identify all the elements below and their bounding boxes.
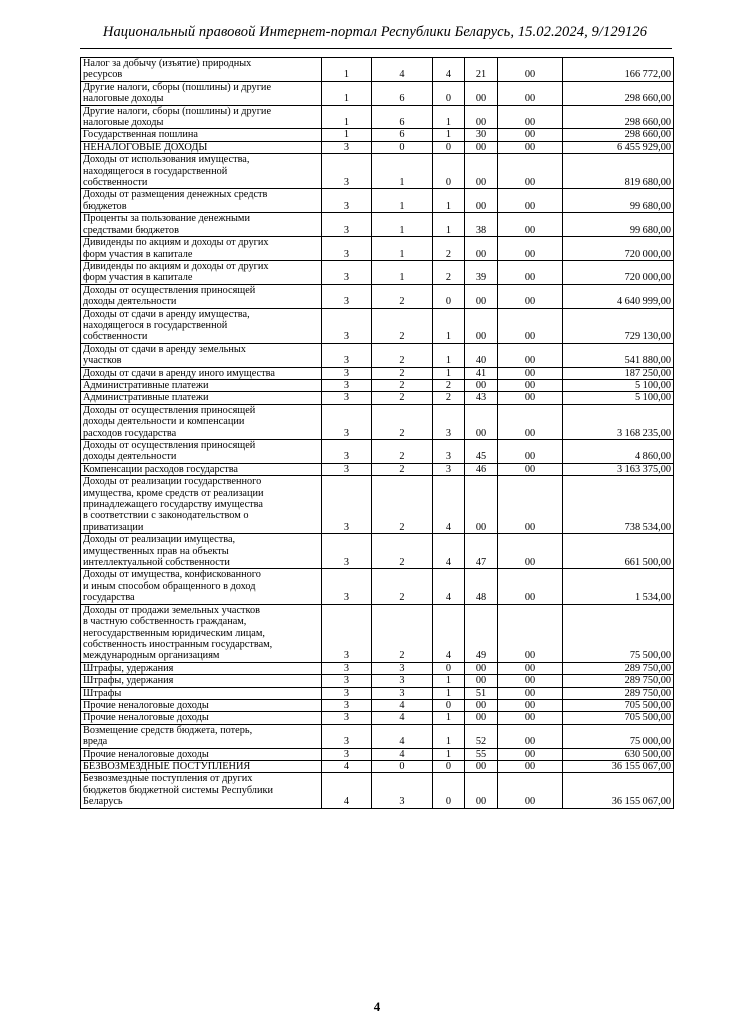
subsection-code-cell: 2: [372, 440, 433, 464]
revenue-name-cell: Доходы от размещения денежных средств бюджетов: [81, 189, 322, 213]
revenue-name-cell: Доходы от имущества, конфискованного и иным способом обращенного в доход государства: [81, 569, 322, 604]
revenue-name-cell: Дивиденды по акциям и доходы от других форм участия в капитале: [81, 260, 322, 284]
group-code-cell: 1: [433, 105, 465, 129]
table-row: [81, 773, 674, 808]
revenue-name-cell: Прочие неналоговые доходы: [81, 748, 322, 760]
subsection-code-cell: 2: [372, 367, 433, 379]
section-code-cell: 3: [322, 687, 372, 699]
amount-cell: 630 500,00: [563, 748, 674, 760]
group-code-cell: 1: [433, 724, 465, 748]
section-code-cell: 3: [322, 343, 372, 367]
amount-cell: 5 100,00: [563, 379, 674, 391]
subsection-code-cell: 2: [372, 343, 433, 367]
page-number: 4: [373, 999, 381, 1014]
group-code-cell: 4: [433, 58, 465, 82]
table-row: [81, 404, 674, 439]
subsection-code-cell: 3: [372, 662, 433, 674]
amount-cell: 1 534,00: [563, 569, 674, 604]
item-code-cell: 00: [498, 662, 563, 674]
revenue-name-cell: Доходы от реализации имущества, имущественных прав на объекты интеллектуальной собственности: [81, 534, 322, 569]
section-code-cell: 3: [322, 476, 372, 534]
item-code-cell: 00: [498, 440, 563, 464]
type-code-cell: 00: [465, 712, 498, 724]
revenue-name-cell: Доходы от сдачи в аренду земельных участков: [81, 343, 322, 367]
revenue-name-cell: Дивиденды по акциям и доходы от других форм участия в капитале: [81, 237, 322, 261]
item-code-cell: 00: [498, 699, 563, 711]
item-code-cell: 00: [498, 687, 563, 699]
section-code-cell: 4: [322, 773, 372, 808]
item-code-cell: 00: [498, 712, 563, 724]
table-row: [81, 569, 674, 604]
group-code-cell: 2: [433, 237, 465, 261]
type-code-cell: 00: [465, 189, 498, 213]
type-code-cell: 46: [465, 463, 498, 475]
subsection-code-cell: 6: [372, 129, 433, 141]
type-code-cell: 00: [465, 81, 498, 105]
amount-cell: 720 000,00: [563, 260, 674, 284]
group-code-cell: 0: [433, 760, 465, 772]
item-code-cell: 00: [498, 154, 563, 189]
section-code-cell: 3: [322, 440, 372, 464]
amount-cell: 289 750,00: [563, 662, 674, 674]
subsection-code-cell: 2: [372, 308, 433, 343]
type-code-cell: 40: [465, 343, 498, 367]
table-row: [81, 81, 674, 105]
subsection-code-cell: 1: [372, 213, 433, 237]
revenue-name-cell: Прочие неналоговые доходы: [81, 699, 322, 711]
item-code-cell: 00: [498, 604, 563, 662]
subsection-code-cell: 1: [372, 237, 433, 261]
subsection-code-cell: 0: [372, 760, 433, 772]
section-code-cell: 3: [322, 604, 372, 662]
group-code-cell: 1: [433, 675, 465, 687]
group-code-cell: 1: [433, 308, 465, 343]
table-row: [81, 308, 674, 343]
table-row: [81, 463, 674, 475]
group-code-cell: 0: [433, 141, 465, 153]
table-row: [81, 237, 674, 261]
amount-cell: 75 000,00: [563, 724, 674, 748]
type-code-cell: 48: [465, 569, 498, 604]
item-code-cell: 00: [498, 748, 563, 760]
item-code-cell: 00: [498, 141, 563, 153]
amount-cell: 298 660,00: [563, 105, 674, 129]
subsection-code-cell: 3: [372, 675, 433, 687]
group-code-cell: 1: [433, 189, 465, 213]
revenue-name-cell: НЕНАЛОГОВЫЕ ДОХОДЫ: [81, 141, 322, 153]
amount-cell: 4 860,00: [563, 440, 674, 464]
item-code-cell: 00: [498, 58, 563, 82]
subsection-code-cell: 3: [372, 773, 433, 808]
amount-cell: 729 130,00: [563, 308, 674, 343]
group-code-cell: 3: [433, 404, 465, 439]
amount-cell: 738 534,00: [563, 476, 674, 534]
item-code-cell: 00: [498, 284, 563, 308]
table-row: [81, 476, 674, 534]
item-code-cell: 00: [498, 675, 563, 687]
section-code-cell: 3: [322, 675, 372, 687]
item-code-cell: 00: [498, 404, 563, 439]
amount-cell: 720 000,00: [563, 237, 674, 261]
item-code-cell: 00: [498, 105, 563, 129]
section-code-cell: 3: [322, 379, 372, 391]
page-header-title: Национальный правовой Интернет-портал Республики Беларусь, 15.02.2024, 9/129126: [102, 24, 648, 40]
table-body: [81, 58, 674, 809]
type-code-cell: 00: [465, 699, 498, 711]
subsection-code-cell: 2: [372, 569, 433, 604]
amount-cell: 4 640 999,00: [563, 284, 674, 308]
section-code-cell: 3: [322, 569, 372, 604]
group-code-cell: 1: [433, 213, 465, 237]
item-code-cell: 00: [498, 343, 563, 367]
subsection-code-cell: 2: [372, 404, 433, 439]
subsection-code-cell: 2: [372, 392, 433, 404]
revenue-name-cell: Компенсации расходов государства: [81, 463, 322, 475]
amount-cell: 705 500,00: [563, 699, 674, 711]
amount-cell: 705 500,00: [563, 712, 674, 724]
amount-cell: 3 163 375,00: [563, 463, 674, 475]
budget-revenue-table: [80, 57, 674, 809]
section-code-cell: 3: [322, 662, 372, 674]
group-code-cell: 0: [433, 81, 465, 105]
revenue-name-cell: Другие налоги, сборы (пошлины) и другие налоговые доходы: [81, 105, 322, 129]
table-row: [81, 440, 674, 464]
table-row: [81, 748, 674, 760]
table-row: [81, 154, 674, 189]
revenue-name-cell: Доходы от реализации государственного имущества, кроме средств от реализации принадлежащего государству имущества в соответствии с законодательством о приватизации: [81, 476, 322, 534]
type-code-cell: 52: [465, 724, 498, 748]
table-row: [81, 687, 674, 699]
subsection-code-cell: 2: [372, 534, 433, 569]
type-code-cell: 00: [465, 662, 498, 674]
table-row: [81, 379, 674, 391]
header-divider: [80, 48, 672, 49]
section-code-cell: 3: [322, 367, 372, 379]
group-code-cell: 4: [433, 604, 465, 662]
group-code-cell: 1: [433, 748, 465, 760]
revenue-name-cell: БЕЗВОЗМЕЗДНЫЕ ПОСТУПЛЕНИЯ: [81, 760, 322, 772]
type-code-cell: 21: [465, 58, 498, 82]
item-code-cell: 00: [498, 534, 563, 569]
type-code-cell: 41: [465, 367, 498, 379]
revenue-name-cell: Доходы от осуществления приносящей доходы деятельности: [81, 440, 322, 464]
group-code-cell: 1: [433, 343, 465, 367]
item-code-cell: 00: [498, 189, 563, 213]
group-code-cell: 2: [433, 392, 465, 404]
table-row: [81, 141, 674, 153]
item-code-cell: 00: [498, 476, 563, 534]
table-row: [81, 760, 674, 772]
amount-cell: 75 500,00: [563, 604, 674, 662]
type-code-cell: 00: [465, 476, 498, 534]
item-code-cell: 00: [498, 81, 563, 105]
revenue-name-cell: Административные платежи: [81, 392, 322, 404]
revenue-name-cell: Прочие неналоговые доходы: [81, 712, 322, 724]
revenue-name-cell: Безвозмездные поступления от других бюджетов бюджетной системы Республики Беларусь: [81, 773, 322, 808]
section-code-cell: 3: [322, 189, 372, 213]
revenue-name-cell: Доходы от продажи земельных участков в частную собственность гражданам, негосударственным юридическим лицам, собственность иностранным государствам, международным организациям: [81, 604, 322, 662]
type-code-cell: 00: [465, 237, 498, 261]
item-code-cell: 00: [498, 379, 563, 391]
section-code-cell: 3: [322, 463, 372, 475]
amount-cell: 166 772,00: [563, 58, 674, 82]
type-code-cell: 00: [465, 675, 498, 687]
item-code-cell: 00: [498, 367, 563, 379]
table-row: [81, 604, 674, 662]
table-row: [81, 534, 674, 569]
amount-cell: 99 680,00: [563, 213, 674, 237]
type-code-cell: 43: [465, 392, 498, 404]
subsection-code-cell: 4: [372, 58, 433, 82]
group-code-cell: 3: [433, 463, 465, 475]
item-code-cell: 00: [498, 760, 563, 772]
amount-cell: 187 250,00: [563, 367, 674, 379]
revenue-name-cell: Государственная пошлина: [81, 129, 322, 141]
item-code-cell: 00: [498, 724, 563, 748]
section-code-cell: 3: [322, 154, 372, 189]
table-row: [81, 712, 674, 724]
item-code-cell: 00: [498, 260, 563, 284]
amount-cell: 5 100,00: [563, 392, 674, 404]
type-code-cell: 38: [465, 213, 498, 237]
subsection-code-cell: 0: [372, 141, 433, 153]
group-code-cell: 0: [433, 699, 465, 711]
item-code-cell: 00: [498, 213, 563, 237]
section-code-cell: 3: [322, 534, 372, 569]
subsection-code-cell: 1: [372, 260, 433, 284]
item-code-cell: 00: [498, 569, 563, 604]
section-code-cell: 3: [322, 699, 372, 711]
amount-cell: 36 155 067,00: [563, 760, 674, 772]
type-code-cell: 00: [465, 141, 498, 153]
amount-cell: 6 455 929,00: [563, 141, 674, 153]
revenue-name-cell: Доходы от сдачи в аренду имущества, находящегося в государственной собственности: [81, 308, 322, 343]
table-row: [81, 724, 674, 748]
subsection-code-cell: 2: [372, 379, 433, 391]
group-code-cell: 1: [433, 367, 465, 379]
revenue-name-cell: Штрафы, удержания: [81, 662, 322, 674]
amount-cell: 819 680,00: [563, 154, 674, 189]
group-code-cell: 4: [433, 476, 465, 534]
section-code-cell: 4: [322, 760, 372, 772]
item-code-cell: 00: [498, 237, 563, 261]
type-code-cell: 00: [465, 105, 498, 129]
group-code-cell: 4: [433, 569, 465, 604]
group-code-cell: 1: [433, 687, 465, 699]
type-code-cell: 00: [465, 284, 498, 308]
group-code-cell: 4: [433, 534, 465, 569]
group-code-cell: 3: [433, 440, 465, 464]
group-code-cell: 1: [433, 712, 465, 724]
subsection-code-cell: 4: [372, 748, 433, 760]
type-code-cell: 00: [465, 379, 498, 391]
table-row: [81, 58, 674, 82]
table-row: [81, 699, 674, 711]
revenue-name-cell: Другие налоги, сборы (пошлины) и другие налоговые доходы: [81, 81, 322, 105]
section-code-cell: 3: [322, 260, 372, 284]
type-code-cell: 45: [465, 440, 498, 464]
subsection-code-cell: 4: [372, 699, 433, 711]
type-code-cell: 00: [465, 154, 498, 189]
table-row: [81, 675, 674, 687]
table-row: [81, 343, 674, 367]
section-code-cell: 1: [322, 129, 372, 141]
amount-cell: 541 880,00: [563, 343, 674, 367]
section-code-cell: 3: [322, 213, 372, 237]
amount-cell: 99 680,00: [563, 189, 674, 213]
item-code-cell: 00: [498, 463, 563, 475]
subsection-code-cell: 6: [372, 105, 433, 129]
revenue-name-cell: Доходы от осуществления приносящей доходы деятельности и компенсации расходов государства: [81, 404, 322, 439]
subsection-code-cell: 2: [372, 604, 433, 662]
table-row: [81, 260, 674, 284]
amount-cell: 289 750,00: [563, 687, 674, 699]
group-code-cell: 0: [433, 662, 465, 674]
subsection-code-cell: 1: [372, 189, 433, 213]
type-code-cell: 51: [465, 687, 498, 699]
section-code-cell: 3: [322, 404, 372, 439]
section-code-cell: 3: [322, 284, 372, 308]
table-row: [81, 662, 674, 674]
section-code-cell: 3: [322, 712, 372, 724]
subsection-code-cell: 3: [372, 687, 433, 699]
item-code-cell: 00: [498, 392, 563, 404]
subsection-code-cell: 2: [372, 284, 433, 308]
revenue-name-cell: Налог за добычу (изъятие) природных ресурсов: [81, 58, 322, 82]
section-code-cell: 3: [322, 724, 372, 748]
item-code-cell: 00: [498, 308, 563, 343]
revenue-name-cell: Административные платежи: [81, 379, 322, 391]
section-code-cell: 1: [322, 81, 372, 105]
table-row: [81, 213, 674, 237]
item-code-cell: 00: [498, 773, 563, 808]
table-row: [81, 367, 674, 379]
amount-cell: 298 660,00: [563, 129, 674, 141]
subsection-code-cell: 2: [372, 476, 433, 534]
group-code-cell: 2: [433, 379, 465, 391]
table-row: [81, 392, 674, 404]
revenue-name-cell: Штрафы, удержания: [81, 675, 322, 687]
section-code-cell: 3: [322, 141, 372, 153]
amount-cell: 3 168 235,00: [563, 404, 674, 439]
type-code-cell: 47: [465, 534, 498, 569]
type-code-cell: 00: [465, 760, 498, 772]
section-code-cell: 1: [322, 58, 372, 82]
amount-cell: 36 155 067,00: [563, 773, 674, 808]
revenue-name-cell: Проценты за пользование денежными средствами бюджетов: [81, 213, 322, 237]
amount-cell: 298 660,00: [563, 81, 674, 105]
type-code-cell: 00: [465, 404, 498, 439]
type-code-cell: 55: [465, 748, 498, 760]
group-code-cell: 0: [433, 284, 465, 308]
revenue-name-cell: Доходы от сдачи в аренду иного имущества: [81, 367, 322, 379]
table-row: [81, 105, 674, 129]
type-code-cell: 00: [465, 308, 498, 343]
item-code-cell: 00: [498, 129, 563, 141]
table-row: [81, 189, 674, 213]
section-code-cell: 3: [322, 237, 372, 261]
type-code-cell: 39: [465, 260, 498, 284]
group-code-cell: 0: [433, 154, 465, 189]
subsection-code-cell: 6: [372, 81, 433, 105]
type-code-cell: 30: [465, 129, 498, 141]
type-code-cell: 00: [465, 773, 498, 808]
revenue-name-cell: Доходы от использования имущества, находящегося в государственной собственности: [81, 154, 322, 189]
subsection-code-cell: 4: [372, 724, 433, 748]
type-code-cell: 49: [465, 604, 498, 662]
subsection-code-cell: 1: [372, 154, 433, 189]
amount-cell: 661 500,00: [563, 534, 674, 569]
revenue-name-cell: Штрафы: [81, 687, 322, 699]
revenue-name-cell: Доходы от осуществления приносящей доходы деятельности: [81, 284, 322, 308]
group-code-cell: 0: [433, 773, 465, 808]
subsection-code-cell: 4: [372, 712, 433, 724]
group-code-cell: 1: [433, 129, 465, 141]
subsection-code-cell: 2: [372, 463, 433, 475]
group-code-cell: 2: [433, 260, 465, 284]
revenue-name-cell: Возмещение средств бюджета, потерь, вреда: [81, 724, 322, 748]
section-code-cell: 1: [322, 105, 372, 129]
section-code-cell: 3: [322, 392, 372, 404]
table-row: [81, 284, 674, 308]
section-code-cell: 3: [322, 748, 372, 760]
section-code-cell: 3: [322, 308, 372, 343]
table-row: [81, 129, 674, 141]
amount-cell: 289 750,00: [563, 675, 674, 687]
